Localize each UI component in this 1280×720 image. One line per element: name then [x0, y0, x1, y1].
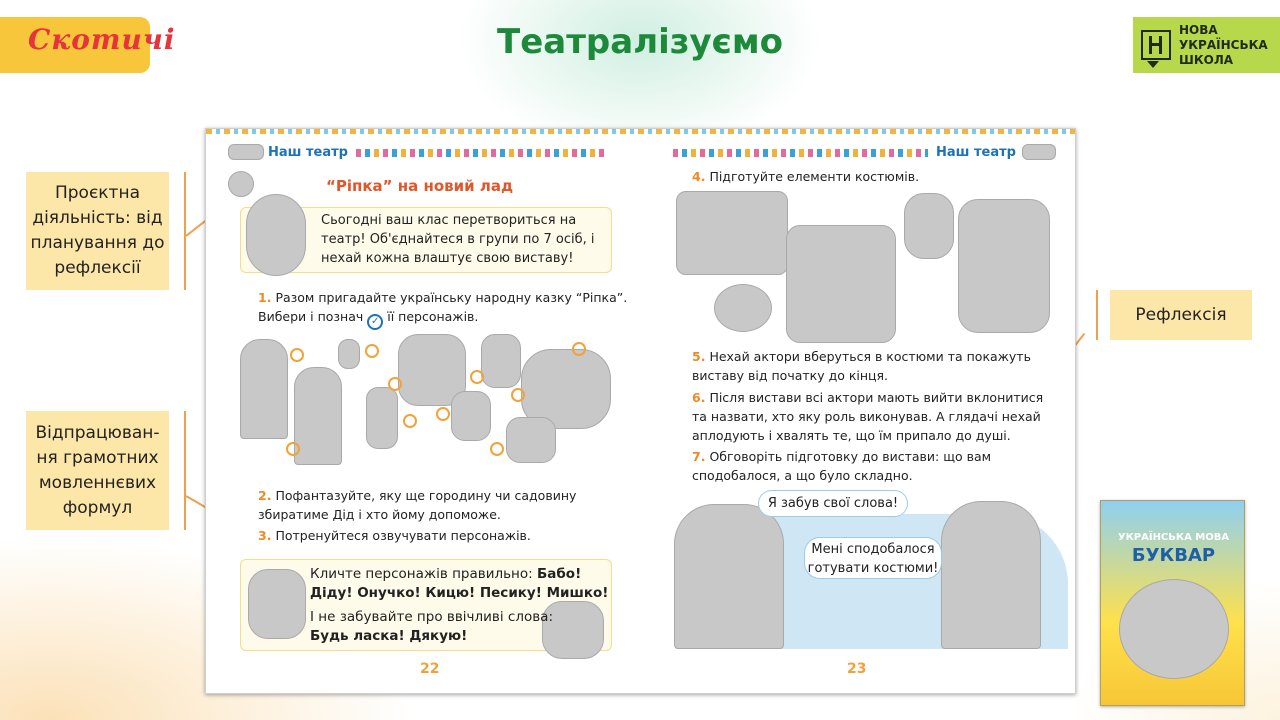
nus-emblem-icon — [1141, 30, 1171, 60]
callout-project-activity: Проєктна діяльність: від планування до рефлексії — [26, 172, 169, 290]
turnip-costume-photo — [958, 199, 1050, 333]
choice-circle[interactable] — [572, 342, 586, 356]
page23-number: 23 — [847, 661, 867, 677]
group-icon — [228, 171, 254, 197]
girl-photo — [941, 501, 1041, 649]
pumpkin-hat-photo — [714, 284, 772, 332]
speech-bubble-girl: Мені сподобалося готувати костюми! — [804, 537, 942, 579]
choice-circle[interactable] — [286, 442, 300, 456]
task5: 5. Нехай актори вберуться в костюми та покажуть виставу від початку до кінця. — [692, 349, 1031, 383]
callout-reflection: Рефлексія — [1110, 290, 1252, 340]
choice-circle[interactable] — [511, 388, 525, 402]
task1-line1: 1. Разом пригадайте українську народну казку “Ріпка”. — [258, 290, 628, 305]
textbook-spread — [205, 128, 1076, 694]
apron-photo — [786, 225, 896, 343]
dog-illustration — [481, 334, 521, 388]
choice-circle[interactable] — [403, 414, 417, 428]
intro-text: Сьогодні ваш клас перетвориться на театр! Об'єднайтеся в групи по 7 осіб, і нехай кожна влаштує свою виставу! — [321, 213, 595, 266]
choice-circle[interactable] — [470, 370, 484, 384]
raccoon-illustration — [248, 569, 306, 639]
theatre-masks-icon — [1022, 144, 1056, 160]
choice-circle[interactable] — [436, 407, 450, 421]
page22-header: Наш театр — [268, 145, 348, 160]
boy-photo — [674, 504, 784, 649]
boy-fishing-illustration — [506, 417, 556, 463]
connector-line — [184, 411, 186, 530]
book-subtitle: УКРАЇНСЬКА МОВА — [1117, 532, 1230, 543]
tip-line4: Будь ласка! Дякую! — [310, 628, 468, 644]
choice-circle[interactable] — [388, 377, 402, 391]
triangle-icon — [1147, 61, 1159, 68]
cat-paws-costume-photo — [676, 191, 788, 275]
tip-line3: І не забувайте про ввічливі слова: — [310, 609, 553, 625]
task6: 6. Після вистави всі актори мають вийти вклонитися та назвати, хто яку роль виконував. А глядачі нехай аплодують і хвалять те, що їм припало до душі. — [692, 390, 1044, 443]
choice-circle[interactable] — [490, 442, 504, 456]
task7: 7. Обговоріть підготовку до вистави: що вам сподобалося, а що було складно. — [692, 449, 992, 483]
goose-illustration — [246, 194, 306, 276]
ornament-border — [206, 129, 1075, 134]
page22-heading: “Ріпка” на новий лад — [326, 177, 514, 195]
tip-line1: Кличте персонажів правильно: Бабо! — [310, 566, 582, 582]
page23-header: Наш театр — [936, 145, 1016, 160]
task4: 4. Підготуйте елементи костюмів. — [692, 169, 920, 184]
logo-nova-ukrainska-shkola — [1133, 17, 1280, 73]
task1-line2: Вибери і познач ✓ її персонажів. — [258, 307, 478, 330]
grandma-illustration — [240, 339, 288, 439]
choice-circle[interactable] — [290, 348, 304, 362]
choice-circle[interactable] — [365, 344, 379, 358]
beard-photo — [904, 193, 954, 259]
bukvar-book-cover — [1100, 500, 1245, 706]
book-illustration — [1119, 579, 1229, 679]
slide-title: Театралізуємо — [497, 22, 783, 62]
grandpa-illustration — [294, 367, 342, 465]
callout-speech-formulas: Відпрацюван-ня грамотних мовленнєвих формул — [26, 411, 169, 530]
task3: 3. Потренуйтеся озвучувати персонажів. — [258, 528, 531, 543]
ornament-strip — [673, 149, 928, 157]
task2: 2. Пофантазуйте, яку ще городину чи садовину збиратиме Дід і хто йому допоможе. — [258, 488, 577, 522]
girl-illustration — [366, 387, 398, 449]
mouse-illustration — [338, 339, 360, 369]
ornament-strip — [356, 149, 606, 157]
connector-line — [1096, 290, 1098, 340]
book-title: БУКВАР — [1131, 545, 1216, 566]
connector-line — [184, 172, 186, 290]
speech-bubble-boy: Я забув свої слова! — [758, 490, 908, 517]
tip-line2: Діду! Онучко! Кицю! Песику! Мишко! — [310, 585, 609, 601]
theatre-masks-icon — [228, 144, 264, 160]
nus-logo-text: НОВА УКРАЇНСЬКА ШКОЛА — [1179, 22, 1268, 67]
page22-number: 22 — [420, 661, 440, 677]
check-icon: ✓ — [367, 314, 383, 330]
logo-skotychi-text: Скотичі — [28, 23, 176, 56]
cat-illustration — [451, 391, 491, 441]
